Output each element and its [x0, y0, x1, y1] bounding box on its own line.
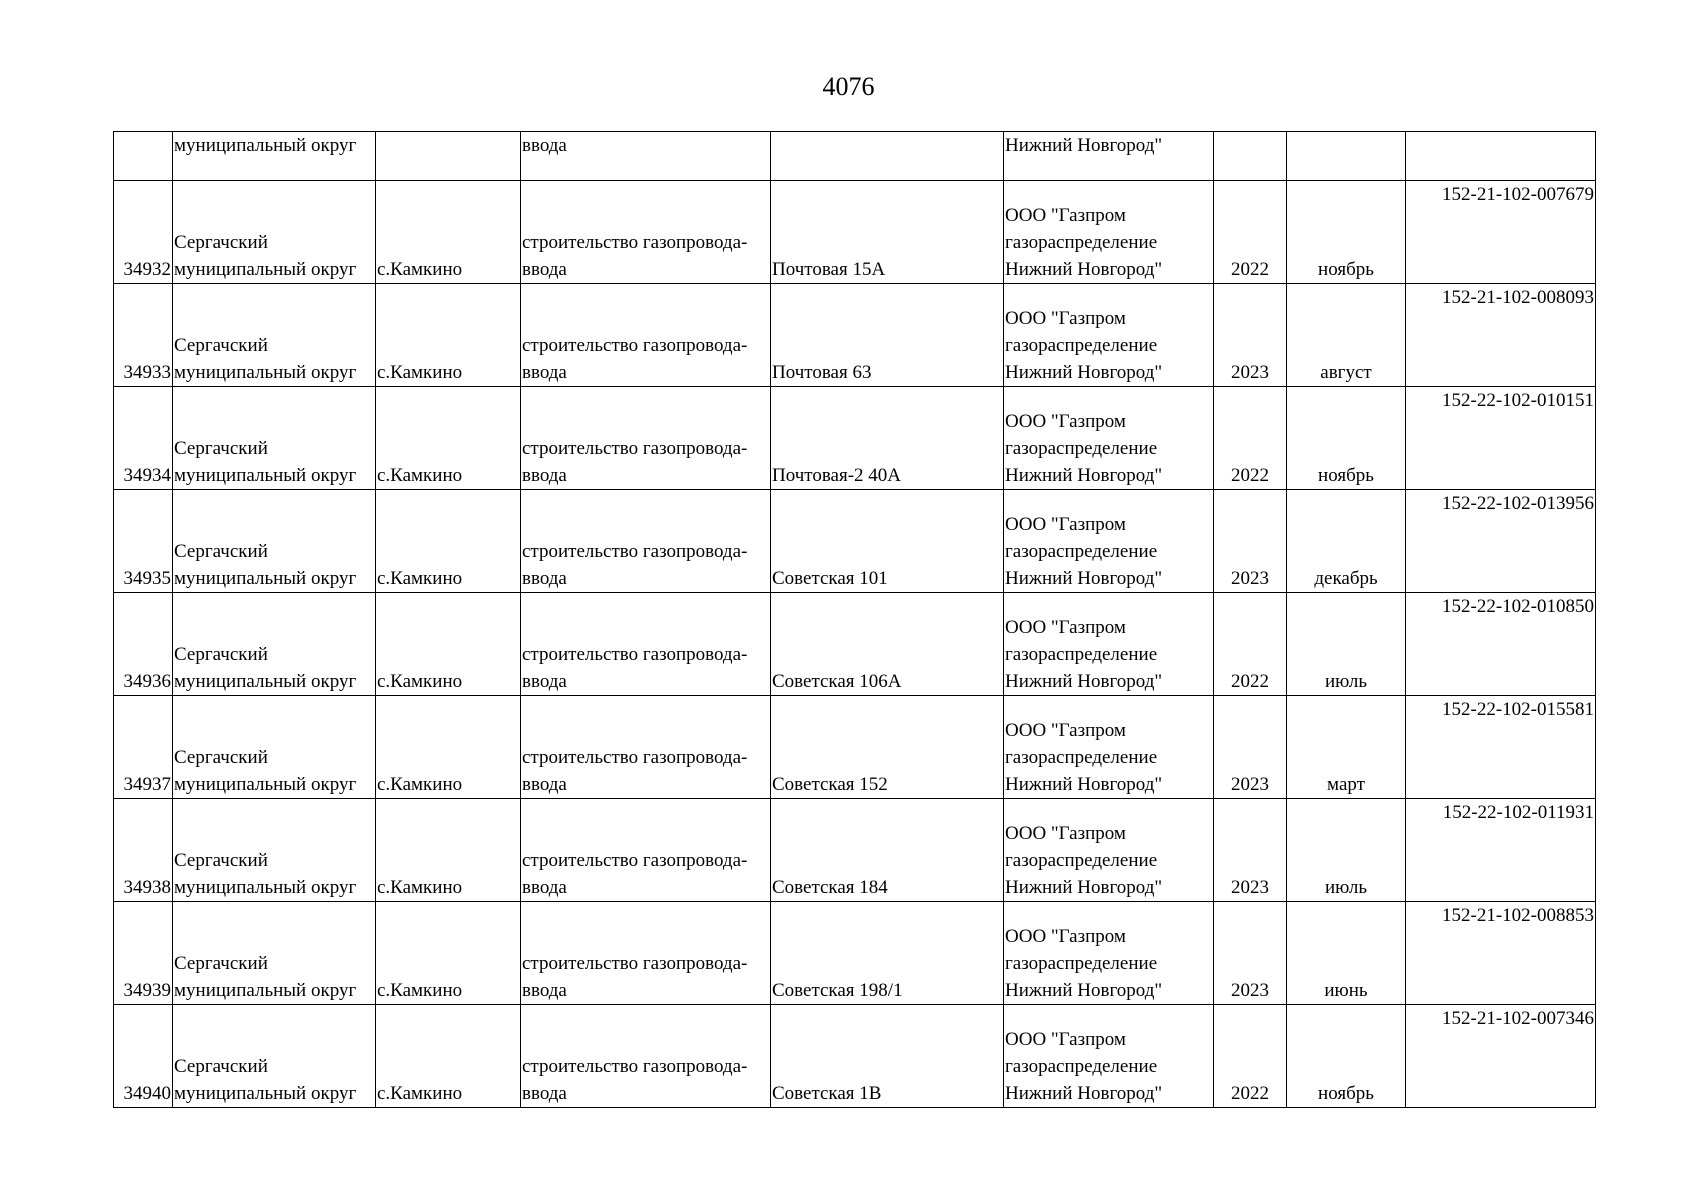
cell-line: газораспределение [1005, 747, 1158, 768]
cell-line: газораспределение [1005, 232, 1158, 253]
cell-organization: Нижний Новгород" [1004, 132, 1214, 181]
cell-month: декабрь [1287, 490, 1406, 593]
cell-line: ввода [522, 259, 567, 280]
cell-line: Сергачский [174, 438, 268, 459]
cell-address: Советская 198/1 [771, 902, 1004, 1005]
cell-line: муниципальный округ [174, 774, 357, 795]
cell-line: Сергачский [174, 1056, 268, 1077]
cell-line: Сергачский [174, 850, 268, 871]
cell-district [173, 902, 376, 1005]
cell-permit: 152-21-102-008853 [1406, 902, 1596, 1005]
cell-line: газораспределение [1005, 953, 1158, 974]
cell-month: ноябрь [1287, 1005, 1406, 1108]
cell-id: 34935 [114, 490, 173, 593]
cell-line: строительство газопровода- [522, 747, 748, 768]
cell-year [1214, 132, 1287, 181]
cell-district [173, 387, 376, 490]
cell-month [1287, 132, 1406, 181]
cell-id: 34932 [114, 181, 173, 284]
cell-id [114, 132, 173, 181]
cell-line: муниципальный округ [174, 877, 357, 898]
cell-permit: 152-21-102-007679 [1406, 181, 1596, 284]
cell-line: строительство газопровода- [522, 438, 748, 459]
cell-month: ноябрь [1287, 387, 1406, 490]
cell-permit: 152-22-102-010850 [1406, 593, 1596, 696]
cell-line: Сергачский [174, 232, 268, 253]
cell-line: газораспределение [1005, 335, 1158, 356]
cell-district [173, 593, 376, 696]
cell-line: муниципальный округ [174, 1083, 357, 1104]
cell-line: ввода [522, 774, 567, 795]
cell-line: ввода [522, 877, 567, 898]
cell-line: муниципальный округ [174, 465, 357, 486]
cell-year: 2023 [1214, 284, 1287, 387]
cell-address: Советская 106А [771, 593, 1004, 696]
cell-line: газораспределение [1005, 850, 1158, 871]
cell-line: Сергачский [174, 335, 268, 356]
cell-line: Сергачский [174, 747, 268, 768]
continuation-row [114, 132, 1596, 181]
cell-month: июнь [1287, 902, 1406, 1005]
cell-year: 2023 [1214, 696, 1287, 799]
cell-line: газораспределение [1005, 541, 1158, 562]
cell-settlement: с.Камкино [376, 181, 521, 284]
cell-id: 34939 [114, 902, 173, 1005]
cell-line: Нижний Новгород" [1005, 877, 1163, 898]
cell-address: Почтовая 63 [771, 284, 1004, 387]
cell-work [521, 902, 771, 1005]
cell-settlement: с.Камкино [376, 593, 521, 696]
cell-permit: 152-22-102-011931 [1406, 799, 1596, 902]
table-row [114, 696, 1596, 799]
cell-organization [1004, 696, 1214, 799]
cell-line: ввода [522, 980, 567, 1001]
cell-id: 34940 [114, 1005, 173, 1108]
cell-address: Советская 101 [771, 490, 1004, 593]
cell-line: Нижний Новгород" [1005, 568, 1163, 589]
cell-line: ООО "Газпром [1005, 926, 1126, 947]
cell-line: ООО "Газпром [1005, 411, 1126, 432]
cell-id: 34938 [114, 799, 173, 902]
cell-address: Почтовая-2 40А [771, 387, 1004, 490]
page-number: 4076 [822, 72, 875, 101]
cell-line: строительство газопровода- [522, 541, 748, 562]
cell-line: ООО "Газпром [1005, 617, 1126, 638]
cell-line: Сергачский [174, 541, 268, 562]
cell-line: Нижний Новгород" [1005, 671, 1163, 692]
cell-month: июль [1287, 593, 1406, 696]
cell-line: ООО "Газпром [1005, 823, 1126, 844]
cell-line: Нижний Новгород" [1005, 259, 1163, 280]
cell-line: ООО "Газпром [1005, 1029, 1126, 1050]
cell-line: муниципальный округ [174, 259, 357, 280]
cell-line: газораспределение [1005, 438, 1158, 459]
cell-organization [1004, 799, 1214, 902]
cell-year: 2022 [1214, 387, 1287, 490]
cell-line: Сергачский [174, 953, 268, 974]
cell-organization [1004, 593, 1214, 696]
cell-permit: 152-22-102-013956 [1406, 490, 1596, 593]
cell-settlement: с.Камкино [376, 1005, 521, 1108]
cell-permit: 152-22-102-015581 [1406, 696, 1596, 799]
cell-line: строительство газопровода- [522, 850, 748, 871]
cell-settlement: с.Камкино [376, 902, 521, 1005]
cell-permit: 152-21-102-007346 [1406, 1005, 1596, 1108]
cell-id: 34936 [114, 593, 173, 696]
cell-month: ноябрь [1287, 181, 1406, 284]
cell-line: ООО "Газпром [1005, 205, 1126, 226]
cell-year: 2023 [1214, 490, 1287, 593]
cell-settlement: с.Камкино [376, 387, 521, 490]
cell-line: муниципальный округ [174, 362, 357, 383]
cell-permit [1406, 132, 1596, 181]
table-row [114, 902, 1596, 1005]
table-row [114, 1005, 1596, 1108]
cell-address: Почтовая 15А [771, 181, 1004, 284]
cell-line: Нижний Новгород" [1005, 1083, 1163, 1104]
cell-work [521, 284, 771, 387]
cell-organization [1004, 284, 1214, 387]
cell-line: газораспределение [1005, 644, 1158, 665]
table-row [114, 181, 1596, 284]
cell-work [521, 696, 771, 799]
cell-work [521, 490, 771, 593]
cell-line: муниципальный округ [174, 671, 357, 692]
cell-line: Нижний Новгород" [1005, 774, 1163, 795]
cell-line: строительство газопровода- [522, 335, 748, 356]
cell-organization [1004, 490, 1214, 593]
cell-settlement: с.Камкино [376, 799, 521, 902]
cell-year: 2022 [1214, 593, 1287, 696]
cell-district [173, 696, 376, 799]
cell-settlement [376, 132, 521, 181]
cell-settlement: с.Камкино [376, 696, 521, 799]
cell-line: газораспределение [1005, 1056, 1158, 1077]
cell-line: Сергачский [174, 644, 268, 665]
cell-permit: 152-21-102-008093 [1406, 284, 1596, 387]
cell-organization [1004, 387, 1214, 490]
cell-work [521, 387, 771, 490]
cell-work [521, 1005, 771, 1108]
cell-month: март [1287, 696, 1406, 799]
table-row [114, 799, 1596, 902]
cell-district [173, 284, 376, 387]
cell-settlement: с.Камкино [376, 490, 521, 593]
table-row [114, 284, 1596, 387]
table-row [114, 593, 1596, 696]
cell-settlement: с.Камкино [376, 284, 521, 387]
cell-year: 2022 [1214, 181, 1287, 284]
cell-month: август [1287, 284, 1406, 387]
cell-line: Нижний Новгород" [1005, 362, 1163, 383]
cell-line: ввода [522, 568, 567, 589]
cell-line: ООО "Газпром [1005, 514, 1126, 535]
cell-line: строительство газопровода- [522, 644, 748, 665]
cell-organization [1004, 902, 1214, 1005]
cell-permit: 152-22-102-010151 [1406, 387, 1596, 490]
cell-year: 2022 [1214, 1005, 1287, 1108]
cell-line: муниципальный округ [174, 568, 357, 589]
cell-line: ввода [522, 362, 567, 383]
cell-year: 2023 [1214, 799, 1287, 902]
cell-line: Нижний Новгород" [1005, 465, 1163, 486]
cell-organization [1004, 1005, 1214, 1108]
cell-line: муниципальный округ [174, 980, 357, 1001]
table-row [114, 490, 1596, 593]
cell-address: Советская 152 [771, 696, 1004, 799]
cell-line: ввода [522, 1083, 567, 1104]
cell-id: 34933 [114, 284, 173, 387]
cell-district [173, 1005, 376, 1108]
gas-connection-table [113, 131, 1596, 1108]
cell-address: Советская 1В [771, 1005, 1004, 1108]
cell-id: 34934 [114, 387, 173, 490]
cell-work [521, 181, 771, 284]
cell-organization [1004, 181, 1214, 284]
cell-district [173, 181, 376, 284]
cell-line: ООО "Газпром [1005, 308, 1126, 329]
cell-line: строительство газопровода- [522, 232, 748, 253]
cell-district: муниципальный округ [173, 132, 376, 181]
table-row [114, 387, 1596, 490]
cell-id: 34937 [114, 696, 173, 799]
cell-line: ввода [522, 465, 567, 486]
cell-work: ввода [521, 132, 771, 181]
cell-work [521, 593, 771, 696]
cell-line: Нижний Новгород" [1005, 980, 1163, 1001]
cell-district [173, 799, 376, 902]
cell-line: ввода [522, 671, 567, 692]
cell-work [521, 799, 771, 902]
cell-address: Советская 184 [771, 799, 1004, 902]
cell-line: строительство газопровода- [522, 1056, 748, 1077]
cell-month: июль [1287, 799, 1406, 902]
cell-line: строительство газопровода- [522, 953, 748, 974]
cell-district [173, 490, 376, 593]
cell-line: ООО "Газпром [1005, 720, 1126, 741]
cell-address [771, 132, 1004, 181]
cell-year: 2023 [1214, 902, 1287, 1005]
